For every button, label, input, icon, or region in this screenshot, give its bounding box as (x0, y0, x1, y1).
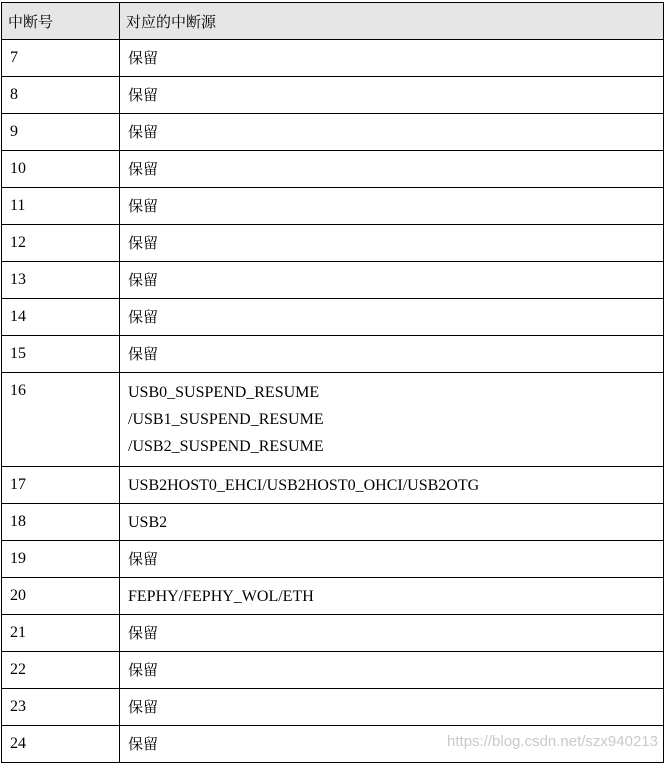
interrupt-source-cell (120, 615, 664, 652)
interrupt-source-text: 保留 (128, 549, 159, 568)
interrupt-source-cell (120, 373, 664, 467)
interrupt-number-cell: 23 (2, 689, 120, 726)
interrupt-number-cell: 8 (2, 77, 120, 114)
interrupt-number-cell: 20 (2, 578, 120, 615)
interrupt-source-text: USB0_SUSPEND_RESUME (128, 384, 320, 401)
table-row (2, 114, 664, 151)
watermark: https://blog.csdn.net/szx940213 (447, 733, 658, 750)
table-row (2, 578, 664, 615)
table-row (2, 40, 664, 77)
interrupt-number-cell: 17 (2, 467, 120, 504)
interrupt-source-cell (120, 188, 664, 225)
interrupt-source-text: 保留 (128, 623, 159, 642)
interrupt-source-cell (120, 689, 664, 726)
interrupt-source-text: USB2HOST0_EHCI/USB2HOST0_OHCI/USB2OTG (128, 476, 480, 494)
interrupt-source-text: 保留 (128, 122, 159, 141)
header-interrupt-source: 对应的中断源 (120, 3, 664, 40)
interrupt-source-cell (120, 467, 664, 504)
interrupt-source-text: /USB2_SUSPEND_RESUME (128, 438, 324, 455)
interrupt-source-cell (120, 114, 664, 151)
interrupt-source-cell (120, 151, 664, 188)
table-body (2, 40, 664, 763)
table-row (2, 299, 664, 336)
interrupt-source-text: 保留 (128, 734, 159, 753)
table-row (2, 225, 664, 262)
interrupt-number-cell: 16 (2, 373, 120, 467)
interrupt-source-cell (120, 299, 664, 336)
interrupt-number-cell: 11 (2, 188, 120, 225)
interrupt-number-cell: 24 (2, 726, 120, 763)
interrupt-number-cell: 14 (2, 299, 120, 336)
table-row (2, 336, 664, 373)
interrupt-number-cell: 13 (2, 262, 120, 299)
interrupt-number-cell: 10 (2, 151, 120, 188)
table-row (2, 262, 664, 299)
interrupt-number-cell: 12 (2, 225, 120, 262)
interrupt-source-text: USB2 (128, 513, 168, 531)
interrupt-source-cell (120, 40, 664, 77)
table-row (2, 652, 664, 689)
interrupt-source-cell (120, 336, 664, 373)
interrupt-source-cell (120, 504, 664, 541)
header-interrupt-number: 中断号 (2, 3, 120, 40)
interrupt-source-cell (120, 225, 664, 262)
interrupt-source-text: /USB1_SUSPEND_RESUME (128, 411, 324, 428)
interrupt-number-cell: 21 (2, 615, 120, 652)
interrupt-source-text: 保留 (128, 159, 159, 178)
interrupt-number-cell: 22 (2, 652, 120, 689)
interrupt-number-cell: 15 (2, 336, 120, 373)
interrupt-source-text: 保留 (128, 660, 159, 679)
interrupt-source-cell (120, 578, 664, 615)
table-row (2, 151, 664, 188)
interrupt-source-cell (120, 541, 664, 578)
interrupt-source-text: 保留 (128, 270, 159, 289)
interrupt-number-cell: 9 (2, 114, 120, 151)
table-row (2, 188, 664, 225)
interrupt-source-cell (120, 77, 664, 114)
interrupt-number-cell: 7 (2, 40, 120, 77)
interrupt-source-text: 保留 (128, 344, 159, 363)
interrupt-source-cell (120, 262, 664, 299)
interrupt-source-text: 保留 (128, 196, 159, 215)
table-row (2, 615, 664, 652)
interrupt-table (1, 2, 664, 763)
interrupt-number-cell: 19 (2, 541, 120, 578)
interrupt-source-text: 保留 (128, 307, 159, 326)
interrupt-source-text: 保留 (128, 697, 159, 716)
table-row (2, 689, 664, 726)
table-row (2, 504, 664, 541)
table-row (2, 373, 664, 467)
table-row (2, 77, 664, 114)
table-row (2, 541, 664, 578)
interrupt-source-text: FEPHY/FEPHY_WOL/ETH (128, 587, 314, 605)
interrupt-source-text: 保留 (128, 85, 159, 104)
table-header-row (2, 3, 664, 40)
interrupt-source-text: 保留 (128, 233, 159, 252)
interrupt-source-text: 保留 (128, 48, 159, 67)
interrupt-source-cell (120, 652, 664, 689)
interrupt-number-cell: 18 (2, 504, 120, 541)
table-row (2, 467, 664, 504)
